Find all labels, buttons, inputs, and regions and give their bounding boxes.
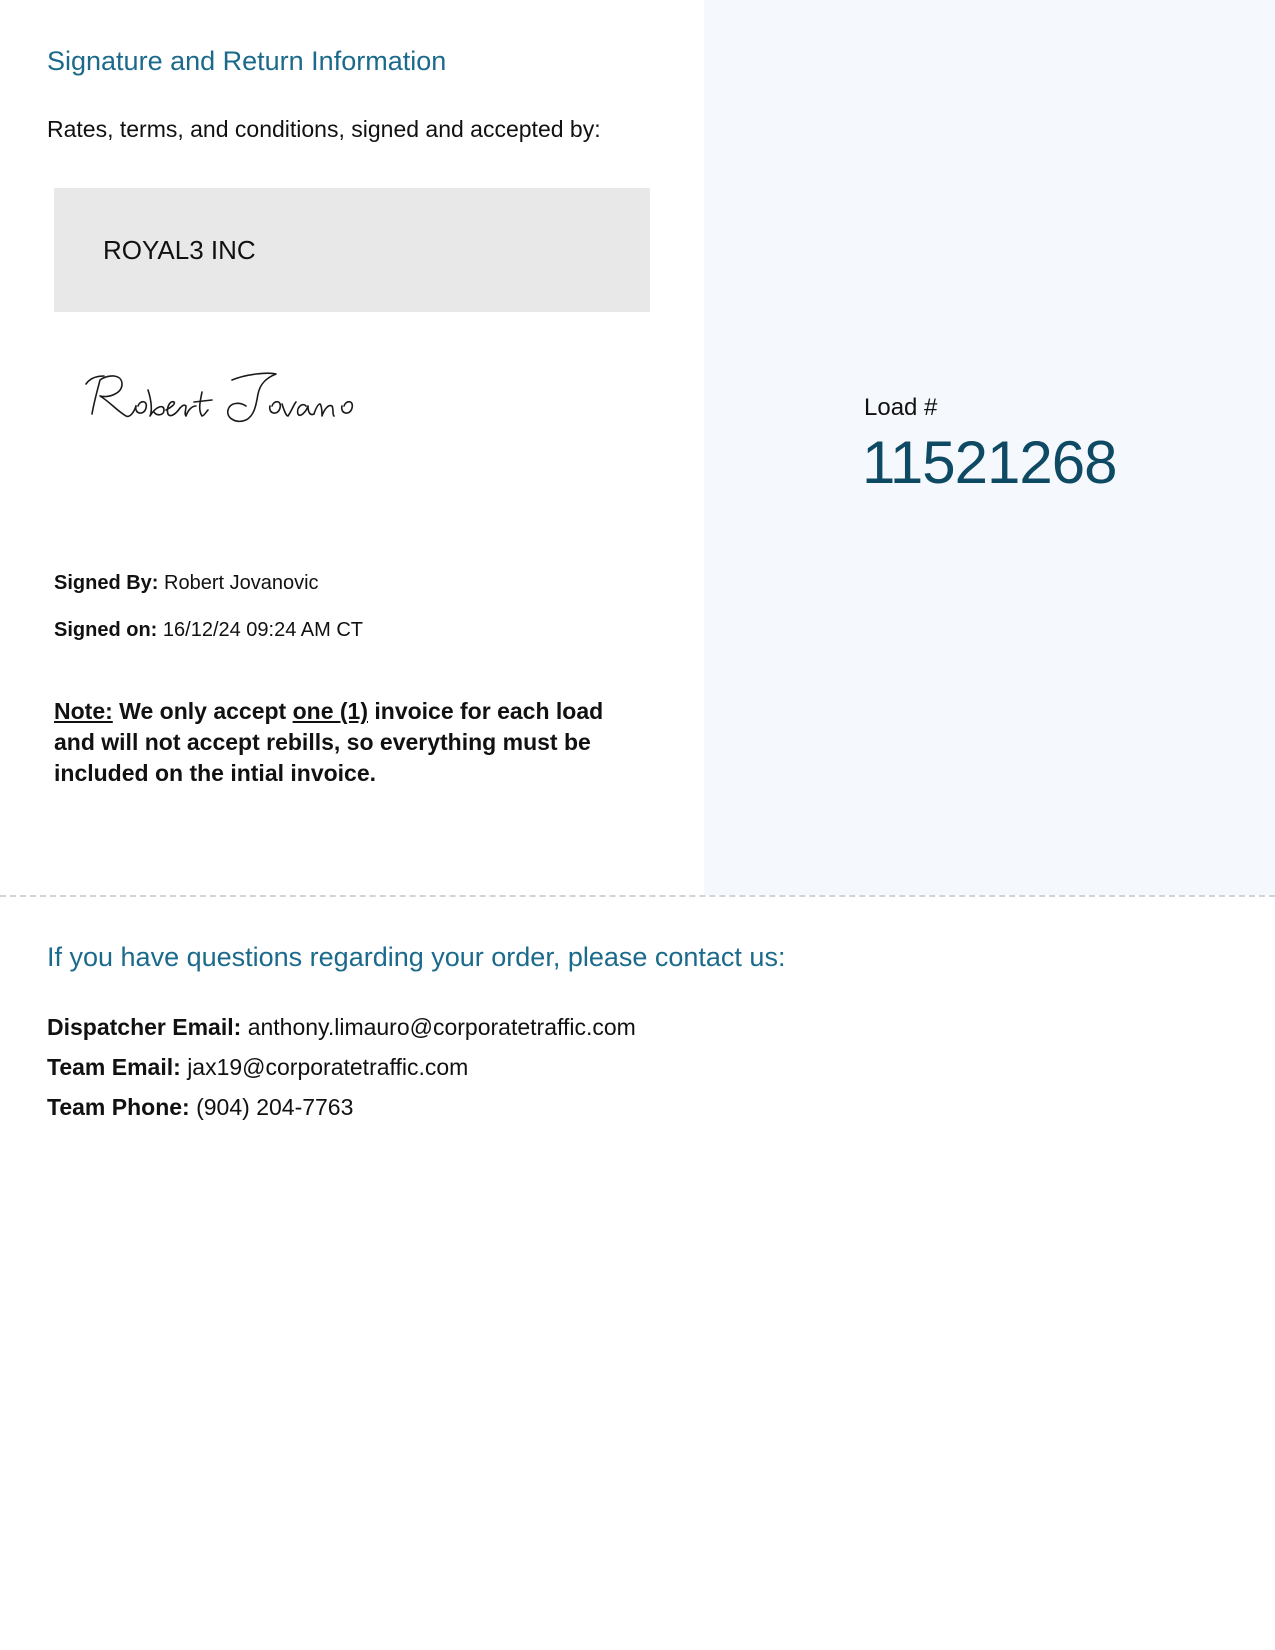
team-email-value[interactable]: jax19@corporatetraffic.com [187,1054,469,1080]
load-number: 11521268 [862,429,1117,496]
team-phone-value[interactable]: (904) 204-7763 [196,1094,354,1120]
signed-on-line [54,619,363,642]
contact-section-title: If you have questions regarding your order, please contact us: [47,942,786,972]
acceptance-intro: Rates, terms, and conditions, signed and accepted by: [47,116,601,142]
invoice-note [54,696,644,789]
note-text-1: We only accept [112,698,293,724]
note-label: Note: [54,698,113,724]
handwritten-signature [56,350,356,450]
team-email-label: Team Email: [47,1054,181,1080]
team-phone-label: Team Phone: [47,1094,190,1120]
signed-on-label: Signed on: [54,619,158,641]
team-email-line [47,1054,468,1081]
note-emphasis: one (1) [292,698,368,724]
signed-by-label: Signed By: [54,572,159,594]
dispatcher-email-value[interactable]: anthony.limauro@corporatetraffic.com [247,1014,636,1040]
dispatcher-email-label: Dispatcher Email: [47,1014,242,1040]
team-phone-line [47,1094,353,1121]
signed-on-value: 16/12/24 09:24 AM CT [162,619,364,641]
note-text-2: invoice for each load and will not accept rebills, so everything must be included on the intial invoice. [54,698,604,786]
signature-section-title: Signature and Return Information [47,46,447,76]
signed-by-value: Robert Jovanovic [164,572,319,594]
signed-by-line [54,572,319,595]
company-name: ROYAL3 INC [103,235,256,265]
load-label: Load # [864,394,938,421]
company-box [54,188,650,312]
dispatcher-email-line [47,1014,636,1041]
section-divider [0,895,1275,897]
